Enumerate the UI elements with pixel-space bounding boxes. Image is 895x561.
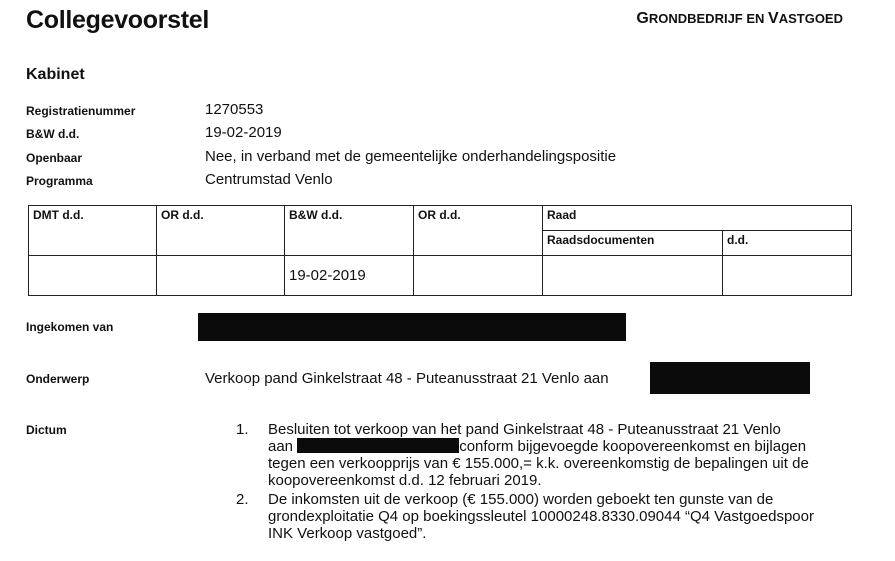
cell-or-date	[157, 256, 285, 296]
cell-dmt-date	[29, 256, 157, 296]
dictum-list	[236, 421, 836, 544]
onderwerp-redaction	[650, 362, 810, 394]
ingekomen-label: Ingekomen van	[26, 320, 114, 334]
field-label-bw-date: B&W d.d.	[26, 127, 80, 141]
department-rest-2: ASTGOED	[778, 11, 843, 26]
dictum-item-1-line2-post: conform bijgevoegde koopovereenkomst en bijlagen	[459, 438, 807, 455]
field-value-programma: Centrumstad Venlo	[205, 171, 333, 188]
department-initial-2: V	[768, 10, 779, 27]
dictum-item-1-rest: tegen een verkoopprijs van € 155.000,= k.k. overeenkomstig de bepalingen uit de koopovereenkomst d.d. 12 februari 2019.	[268, 455, 809, 489]
onderwerp-label: Onderwerp	[26, 372, 90, 386]
header-or-date-2: OR d.d.	[414, 206, 543, 256]
department-name	[636, 10, 843, 28]
field-value-openbaar: Nee, in verband met de gemeentelijke onderhandelingspositie	[205, 148, 617, 165]
cell-or-date-2	[414, 256, 543, 296]
dictum-item-number: 1.	[236, 421, 249, 438]
header-raadsdocumenten: Raadsdocumenten	[543, 231, 723, 256]
field-value-bw-date: 19-02-2019	[205, 124, 282, 141]
header-bw-date: B&W d.d.	[285, 206, 414, 256]
dictum-label: Dictum	[26, 423, 67, 437]
dictum-item-number: 2.	[236, 491, 249, 508]
dictum-item-2-text: De inkomsten uit de verkoop (€ 155.000) worden geboekt ten gunste van de grondexploitatie Q4 op boekingssleutel 10000248.8330.09044 “Q4 Vastgoedspoor INK Verkoop vastgoed”.	[268, 491, 814, 542]
department-initial-1: G	[636, 10, 649, 27]
cell-raad-date	[723, 256, 852, 296]
ingekomen-redaction	[198, 313, 626, 341]
department-rest-1: RONDBEDRIJF EN	[648, 11, 769, 26]
header-raad: Raad	[543, 206, 852, 231]
onderwerp-value: Verkoop pand Ginkelstraat 48 - Puteanusstraat 21 Venlo aan	[205, 370, 609, 387]
field-label-openbaar: Openbaar	[26, 151, 83, 165]
cell-raadsdocumenten	[543, 256, 723, 296]
document-title: Collegevoorstel	[26, 6, 210, 34]
dictum-item-2	[236, 491, 836, 542]
dictum-redaction	[297, 438, 459, 453]
dictum-item-1-line2-pre: aan	[268, 438, 294, 455]
section-title: Kabinet	[26, 66, 85, 83]
header-dmt-date: DMT d.d.	[29, 206, 157, 256]
dictum-item-1-line1: Besluiten tot verkoop van het pand Ginkelstraat 48 - Puteanusstraat 21 Venlo	[268, 421, 781, 438]
field-value-registratienummer: 1270553	[205, 101, 264, 118]
header-or-date: OR d.d.	[157, 206, 285, 256]
field-label-programma: Programma	[26, 174, 93, 188]
dates-table	[28, 205, 852, 296]
header-raad-date: d.d.	[723, 231, 852, 256]
field-label-registratienummer: Registratienummer	[26, 104, 136, 118]
dictum-item-1	[236, 421, 836, 489]
cell-bw-date: 19-02-2019	[285, 256, 414, 296]
